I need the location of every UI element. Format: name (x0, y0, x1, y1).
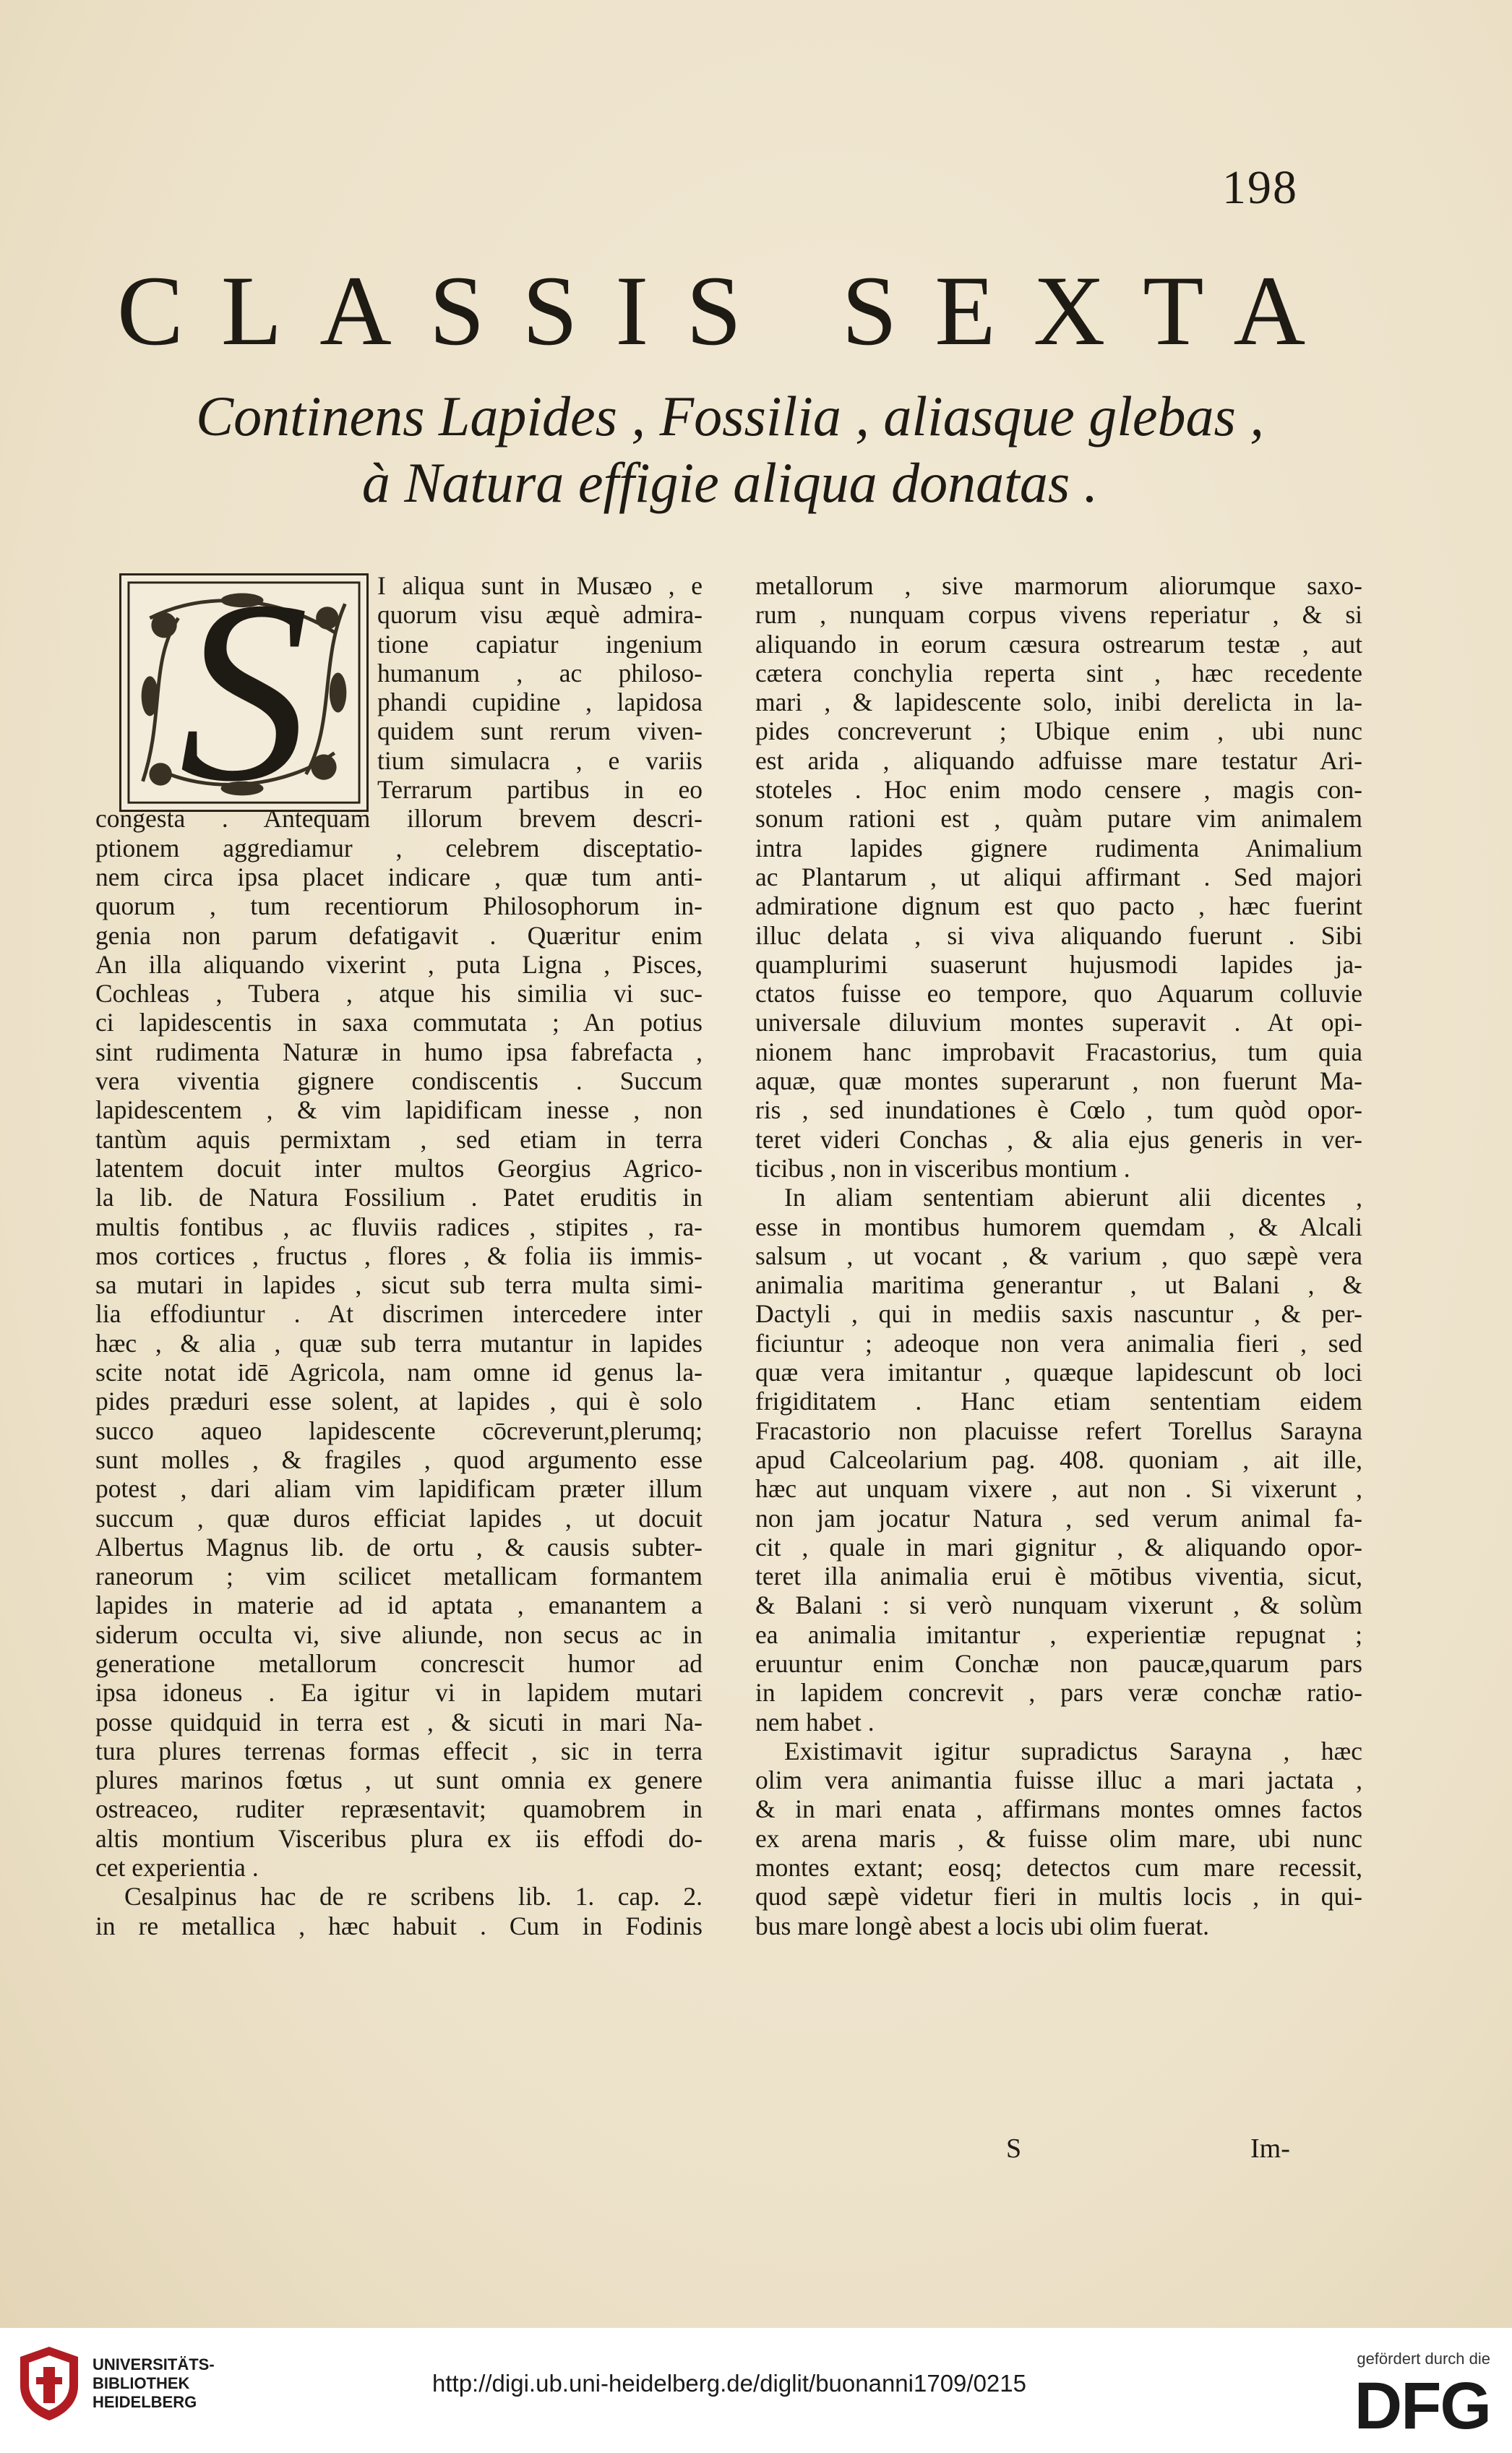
text-line: lapides in materie ad id aptata , emanantem a (95, 1591, 703, 1620)
text-line: in lapidem concrevit , pars veræ conchæ ratio- (755, 1678, 1362, 1708)
text-line: est arida , aliquando adfuisse mare testatur Ari- (755, 745, 1362, 775)
text-line: scite notat idē Agricola, nam omne id genus la- (95, 1358, 703, 1387)
text-line: animalia maritima generantur , ut Balani , & (755, 1270, 1362, 1300)
text-line: ipsa idoneus . Ea igitur vi in lapidem mutari (95, 1678, 703, 1708)
text-line: admiratione dignum est quo pacto , hæc fuerint (755, 891, 1362, 921)
text-line: ris , sed inundationes è Cœlo , tum quòd opor- (755, 1095, 1362, 1125)
drop-cap-letter: S (179, 547, 309, 835)
text-line: aliquando in eorum cæsura ostrearum testæ , aut (755, 629, 1362, 659)
text-line: nem habet . (755, 1707, 875, 1737)
text-line: quæ vera imitantur , quæque lapidescunt ob loci (755, 1358, 1362, 1387)
text-line: ptionem aggrediamur , celebrem disceptatio- (95, 833, 703, 862)
text-line: & Balani : si verò nunquam vixerunt , & solùm (755, 1591, 1362, 1620)
text-line: lapidescentem , & vim lapidificam inesse , non (95, 1095, 703, 1125)
dfg-logo: DFG (1354, 2369, 1490, 2443)
text-line: ostreaceo, ruditer repræsentavit; quamobrem in (95, 1794, 703, 1824)
text-line: hæc , & alia , quæ sub terra mutantur in lapides (95, 1328, 703, 1358)
permalink-url[interactable]: http://digi.ub.uni-heidelberg.de/diglit/buonanni1709/0215 (432, 2370, 1026, 2397)
text-line: Dactyli , qui in mediis saxis nascuntur , & per- (755, 1299, 1362, 1329)
text-line: cet experientia . (95, 1853, 259, 1883)
text-line: montes extant; eosq; detectos cum mare recessit, (755, 1853, 1362, 1883)
text-line: ci lapidescentis in saxa commutata ; An potius (95, 1008, 703, 1037)
text-line: genia non parum defatigavit . Quæritur enim (95, 920, 703, 950)
text-line: quorum , tum recentiorum Philosophorum in- (95, 891, 703, 921)
subtitle-line-1: Continens Lapides , Fossilia , aliasque glebas , (196, 385, 1264, 448)
text-line: cit , quale in mari gignitur , & aliquando opor- (755, 1532, 1362, 1562)
library-name: UNIVERSITÄTS- BIBLIOTHEK HEIDELBERG (93, 2355, 215, 2411)
text-line: siderum occulta vi, sive aliunde, non secus ac in (95, 1619, 703, 1649)
text-line: Cochleas , Tubera , atque his similia vi suc- (95, 979, 703, 1009)
text-line: raneorum ; vim scilicet metallicam formantem (95, 1562, 703, 1591)
text-line: apud Calceolarium pag. 408. quoniam , ait ille, (755, 1444, 1362, 1474)
text-line: ctatos fuisse eo tempore, quo Aquarum colluvie (755, 979, 1362, 1009)
text-line: ficiuntur ; adeoque non vera animalia fieri , sed (755, 1328, 1362, 1358)
text-line: plures marinos fœtus , ut sunt omnia ex genere (95, 1765, 703, 1795)
signature-mark: S (1006, 2133, 1022, 2164)
text-line: metallorum , sive marmorum aliorumque saxo- (755, 571, 1362, 600)
text-line: frigiditatem . Hanc etiam sententiam eidem (755, 1387, 1362, 1416)
text-line: ea animalia imitantur , experientiæ repugnat ; (755, 1619, 1362, 1649)
text-line: teret videri Conchas , & alia ejus generis in ver- (755, 1124, 1362, 1154)
text-line: generatione metallorum concrescit humor ad (95, 1648, 703, 1678)
text-line: nionem hanc improbavit Fracastorius, tum quia (755, 1037, 1362, 1066)
text-line: Existimavit igitur supradictus Sarayna , hæc (784, 1736, 1362, 1765)
text-line: sint rudimenta Naturæ in humo ipsa fabrefacta , (95, 1037, 703, 1066)
text-line: succo aqueo lapidescente cōcreverunt,plerumq; (95, 1416, 703, 1445)
text-line: mos cortices , fructus , flores , & folia iis immis- (95, 1241, 703, 1270)
text-line: ticibus , non in visceribus montium . (755, 1153, 1130, 1183)
text-line: illuc delata , si viva aliquando fuerunt . Sibi (755, 920, 1362, 950)
text-line: nem circa ipsa placet indicare , quæ tum anti- (95, 862, 703, 891)
text-line: olim vera animantia fuisse illuc a mari jactata , (755, 1765, 1362, 1795)
text-line: eruuntur enim Conchæ non paucæ,quarum pars (755, 1648, 1362, 1678)
text-line: bus mare longè abest a locis ubi olim fuerat. (755, 1911, 1209, 1940)
page-number: 198 (1222, 161, 1298, 214)
text-line: Fracastorio non placuisse refert Torellus Sarayna (755, 1416, 1362, 1445)
text-line: I aliqua sunt in Musæo , e (377, 571, 703, 600)
text-line: congesta . Antequam illorum brevem descri- (95, 804, 703, 834)
text-column-right (755, 571, 1362, 1940)
text-line: tantùm aquis permixtam , sed etiam in terra (95, 1124, 703, 1154)
text-line: quamplurimi suaserunt hujusmodi lapides ja- (755, 949, 1362, 979)
text-line: multis fontibus , ac fluviis radices , stipites , ra- (95, 1212, 703, 1241)
text-line: altis montium Visceribus plura ex iis effodi do- (95, 1823, 703, 1853)
text-line: potest , dari aliam vim lapidificam præter illum (95, 1474, 703, 1504)
text-line: latentem docuit inter multos Georgius Agrico- (95, 1153, 703, 1183)
text-line: tium simulacra , e variis (377, 745, 703, 775)
text-line: Terrarum partibus in eo (377, 775, 703, 805)
page-title: CLASSIS SEXTA (116, 255, 1344, 366)
text-line: rum , nunquam corpus vivens reperiatur , & si (755, 600, 1362, 630)
text-line: lia effodiuntur . At discrimen intercedere inter (95, 1299, 703, 1329)
text-line: pides concreverunt ; Ubique enim , ubi nunc (755, 716, 1362, 746)
viewer-footer (0, 2328, 1512, 2453)
text-line: stoteles . Hoc enim modo censere , magis con- (755, 775, 1362, 805)
text-line: pides præduri esse solent, at lapides , qui è solo (95, 1387, 703, 1416)
text-line: cætera conchylia reperta sint , hæc recedente (755, 658, 1362, 688)
text-line: non jam jocatur Natura , sed verum animal fa- (755, 1503, 1362, 1533)
text-line: sonum rationi est , quàm putare vim animalem (755, 804, 1362, 834)
text-line: universale diluvium montes superavit . At opi- (755, 1008, 1362, 1037)
text-line: teret illa animalia erui è mōtibus viventia, sicut, (755, 1562, 1362, 1591)
text-line: An illa aliquando vixerint , puta Ligna , Pisces, (95, 949, 703, 979)
text-line: in re metallica , hæc habuit . Cum in Fodinis (95, 1911, 703, 1940)
text-line: aquæ, quæ montes superarunt , non fuerunt Ma- (755, 1066, 1362, 1096)
subtitle-line-2: à Natura effigie aliqua donatas . (361, 451, 1099, 514)
text-line: quorum visu æquè admira- (377, 600, 703, 630)
text-line: intra lapides gignere rudimenta Animalium (755, 833, 1362, 862)
catchword: Im- (1250, 2133, 1290, 2164)
text-line: tura plures terrenas formas effecit , sic in terra (95, 1736, 703, 1765)
text-line: sa mutari in lapides , sicut sub terra multa simi- (95, 1270, 703, 1300)
text-line: In aliam sententiam abierunt alii dicentes , (784, 1183, 1362, 1212)
funding-note: gefördert durch die (1357, 2350, 1490, 2368)
text-line: tione capiatur ingenium (377, 629, 703, 659)
text-line: sunt molles , & fragiles , quod argumento esse (95, 1444, 703, 1474)
text-line: posse quidquid in terra est , & sicuti in mari Na- (95, 1707, 703, 1737)
text-line: quidem sunt rerum viven- (377, 716, 703, 746)
text-line: Cesalpinus hac de re scribens lib. 1. cap. 2. (124, 1882, 703, 1912)
text-line: phandi cupidine , lapidosa (377, 688, 703, 717)
text-line: salsum , ut vocant , & varium , quo sæpè vera (755, 1241, 1362, 1270)
text-column-left (95, 571, 703, 1940)
text-line: ac Plantarum , ut aliqui affirmant . Sed majori (755, 862, 1362, 891)
text-line: & in mari enata , affirmans montes omnes factos (755, 1794, 1362, 1824)
text-line: ex arena maris , & fuisse olim mare, ubi nunc (755, 1823, 1362, 1853)
university-library-seal-icon (16, 2344, 82, 2423)
text-line: la lib. de Natura Fossilium . Patet eruditis in (95, 1183, 703, 1212)
text-line: succum , quæ duros efficiat lapides , ut docuit (95, 1503, 703, 1533)
text-line: humanum , ac philoso- (377, 658, 703, 688)
text-line: quod sæpè videtur fieri in multis locis , in qui- (755, 1882, 1362, 1912)
text-line: hæc aut unquam vixere , aut non . Si vixerunt , (755, 1474, 1362, 1504)
text-line: mari , & lapidescente solo, inibi derelicta in la- (755, 688, 1362, 717)
text-line: Albertus Magnus lib. de ortu , & causis subter- (95, 1532, 703, 1562)
text-line: vera viventia gignere condiscentis . Succum (95, 1066, 703, 1096)
text-line: esse in montibus humorem quemdam , & Alcali (755, 1212, 1362, 1241)
